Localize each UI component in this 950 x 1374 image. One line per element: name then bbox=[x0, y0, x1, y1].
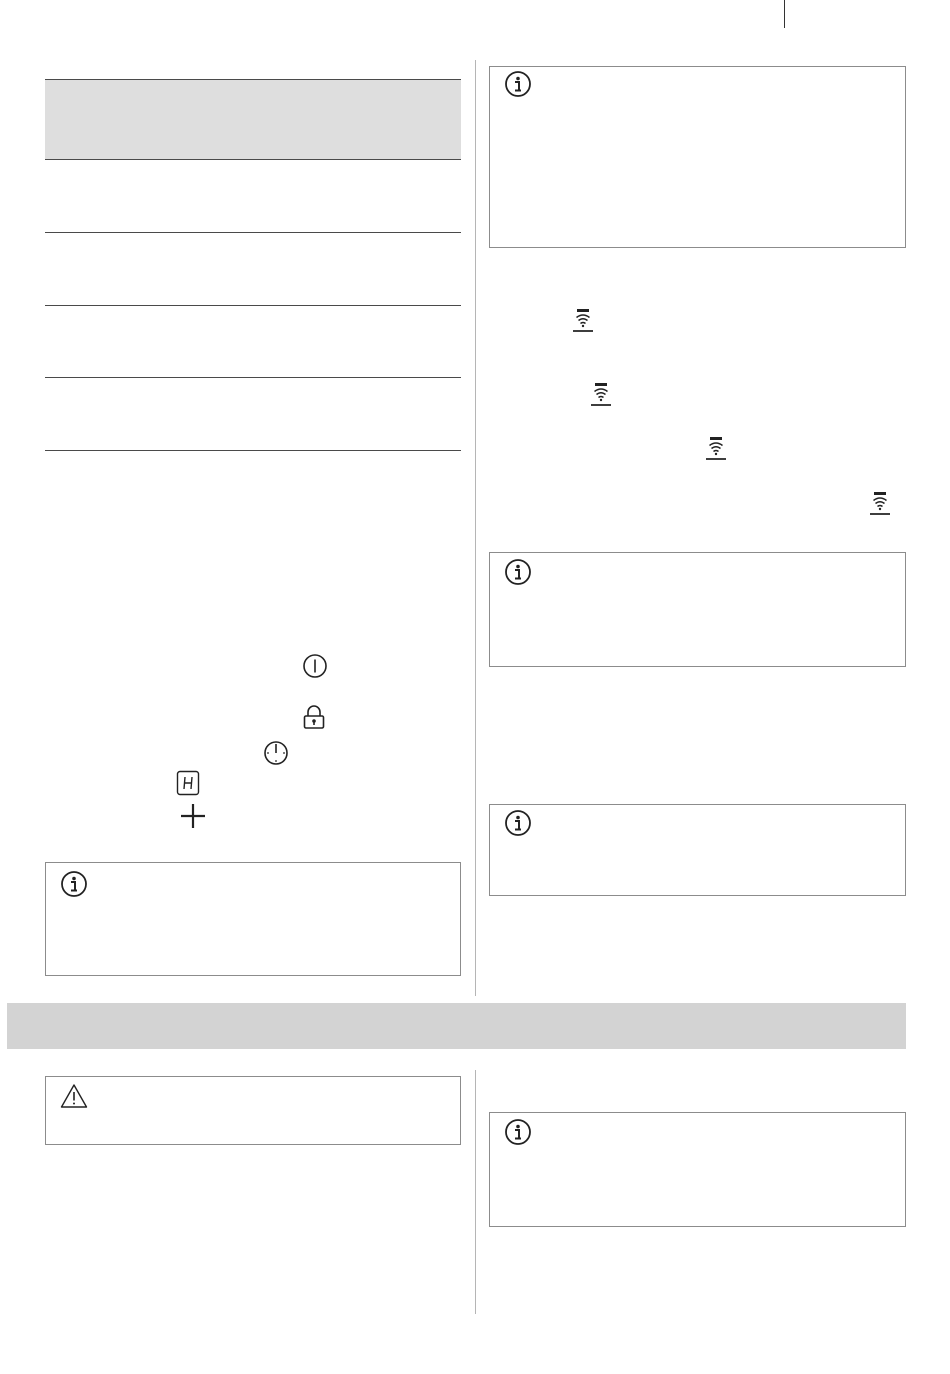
info-note-box bbox=[45, 862, 461, 976]
column-divider-top bbox=[475, 60, 476, 996]
info-note-box bbox=[489, 552, 906, 667]
info-icon bbox=[504, 558, 532, 586]
table-row bbox=[45, 378, 461, 450]
info-icon bbox=[60, 870, 88, 898]
column-divider-bottom bbox=[475, 1070, 476, 1314]
warning-triangle-icon bbox=[60, 1083, 88, 1109]
info-icon bbox=[504, 70, 532, 98]
crop-mark bbox=[784, 0, 785, 28]
table-header bbox=[45, 80, 461, 159]
hob-to-hood-icon bbox=[570, 307, 596, 333]
info-icon bbox=[504, 1118, 532, 1146]
hob-to-hood-icon bbox=[588, 381, 614, 407]
info-note-box bbox=[489, 804, 906, 896]
info-note-box bbox=[489, 66, 906, 248]
hob-to-hood-icon bbox=[867, 490, 893, 516]
hood-h-icon bbox=[176, 770, 200, 796]
power-icon bbox=[302, 653, 328, 679]
info-icon bbox=[504, 809, 532, 837]
timer-icon bbox=[263, 740, 289, 766]
section-heading-bar bbox=[7, 1003, 906, 1049]
table-row bbox=[45, 306, 461, 377]
hob-to-hood-icon bbox=[703, 435, 729, 461]
warning-box bbox=[45, 1076, 461, 1145]
table-row bbox=[45, 233, 461, 305]
plus-icon bbox=[179, 802, 207, 830]
lock-icon bbox=[301, 704, 327, 730]
table-row bbox=[45, 160, 461, 232]
table-bottom-rule bbox=[45, 450, 461, 451]
info-note-box bbox=[489, 1112, 906, 1227]
